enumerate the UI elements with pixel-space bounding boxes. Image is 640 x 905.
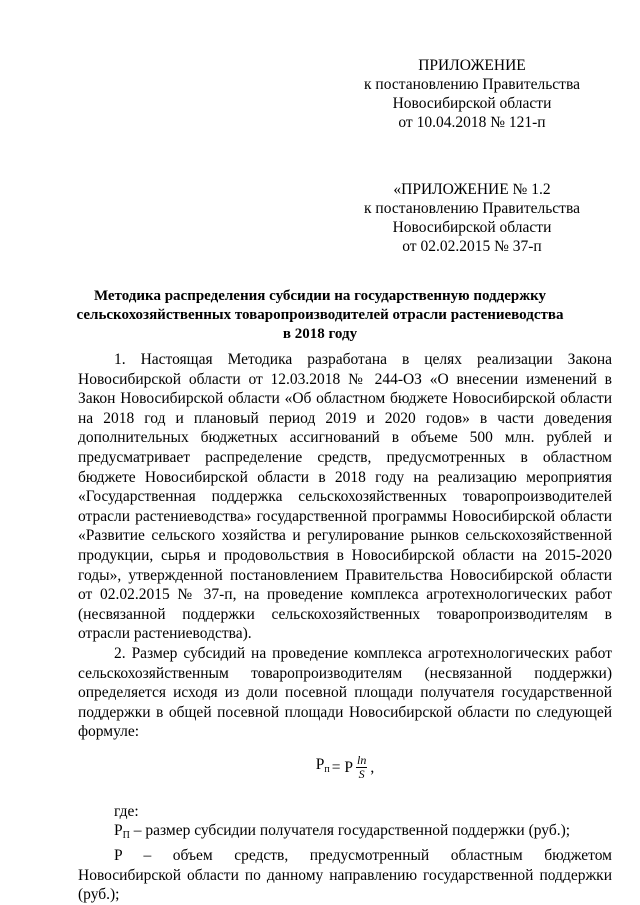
formula-numerator: ln bbox=[357, 752, 367, 767]
formula-fraction bbox=[356, 754, 367, 781]
appendix-header-current bbox=[352, 56, 592, 132]
title-line-2: сельскохозяйственных товаропроизводителей отрасли растениеводства bbox=[76, 307, 564, 323]
definition-2: P – объем средств, предусмотренный областным бюджетом Новосибирской области по данному направлению государственной поддержки (руб.); bbox=[78, 847, 612, 904]
title-line-3: в 2018 году bbox=[282, 326, 358, 342]
appendix-region-line: Новосибирской области bbox=[392, 219, 552, 236]
appendix-date-number: от 10.04.2018 № 121-п bbox=[398, 114, 546, 131]
where-label: где: bbox=[114, 802, 139, 820]
appendix-date-number: от 02.02.2015 № 37-п bbox=[402, 238, 542, 255]
formula-lhs: $P_п$ bbox=[315, 756, 330, 776]
paragraph-1: 1. Настоящая Методика разработана в целях реализации Закона Новосибирской области от 12.03.2018 № 244-ОЗ «О внесении изменений в Закон Новосибирской области «Об областном бюджете Новосибирской области на 2018 год и плановый период 2019 и 2020 годов» в части доведения дополнительных бюджетных ассигнований в объеме 500 млн. рублей и предусматривает распределение средств, предусмотренных в областном бюджете Новосибирской области в 2018 году на реализацию мероприятия «Государственная поддержка сельскохозяйственных товаропроизводителей отрасли растениеводства» государственной программы Новосибирской области «Развитие сельского хозяйства и регулирование рынков сельскохозяйственной продукции, сырья и продовольствия в Новосибирской области на 2015-2020 годы», утвержденной постановлением Правительства Новосибирской области от 02.02.2015 № 37-п, на проведение комплекса агротехнологических работ (несвязанной поддержки сельскохозяйственных товаропроизводителям в отрасли растениеводства). bbox=[78, 351, 612, 643]
subsidy-formula bbox=[78, 754, 612, 788]
formula-tail: , bbox=[370, 758, 375, 776]
appendix-region-line: Новосибирской области bbox=[392, 95, 552, 112]
appendix-resolution-line: к постановлению Правительства bbox=[364, 76, 580, 93]
appendix-label: ПРИЛОЖЕНИЕ bbox=[418, 57, 526, 74]
formula-denominator: S bbox=[358, 766, 365, 781]
formula-equals: = P bbox=[331, 758, 353, 776]
appendix-header-original bbox=[352, 180, 592, 256]
appendix-resolution-line: к постановлению Правительства bbox=[364, 200, 580, 217]
appendix-label: «ПРИЛОЖЕНИЕ № 1.2 bbox=[393, 181, 551, 198]
title-line-1: Методика распределения субсидии на государственную поддержку bbox=[93, 288, 547, 304]
document-body bbox=[78, 350, 612, 905]
definition-1: $P_П$ – размер субсидии получателя государственной поддержки (руб.); bbox=[114, 822, 571, 842]
document-title bbox=[60, 287, 580, 344]
paragraph-2: 2. Размер субсидий на проведение комплекса агротехнологических работ сельскохозяйственным товаропроизводителям (несвязанной поддержки) определяется исходя из доли посевной площади получателя государственной поддержки в общей посевной площади Новосибирской области по следующей формуле: bbox=[78, 644, 612, 741]
